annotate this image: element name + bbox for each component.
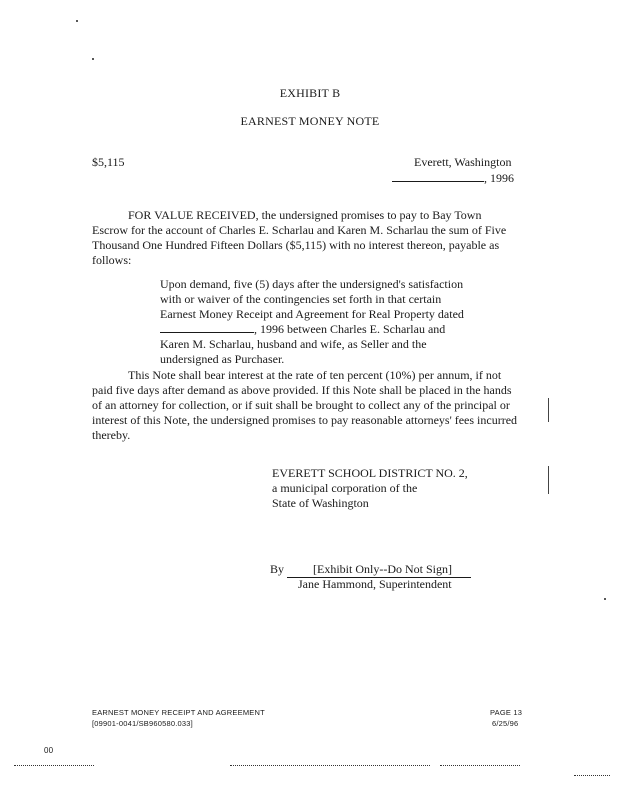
note-date-year: , 1996	[484, 171, 514, 185]
scan-mark	[548, 466, 549, 494]
scan-mark	[548, 398, 549, 422]
body-paragraph-2: This Note shall bear interest at the rate of ten percent (10%) per annum, if not paid five days after demand as above provided. If this Note shall be placed in the hands of an attorney for collection, or if suit shall be brought to collect any of the principal or interest of this Note, the undersigned promises to pay reasonable attorneys' fees incurred thereby.	[92, 368, 518, 442]
indent-line-3: Earnest Money Receipt and Agreement for Real Property dated	[160, 307, 464, 321]
scan-speck	[92, 58, 94, 60]
date-blank	[392, 171, 484, 182]
signatory-org-line-2: a municipal corporation of the	[272, 481, 418, 495]
exhibit-heading: EXHIBIT B	[279, 86, 341, 100]
signature-line	[270, 562, 471, 578]
signatory-org-line-1: EVERETT SCHOOL DISTRICT NO. 2,	[272, 466, 468, 480]
note-amount: $5,115	[92, 155, 125, 169]
scan-dash	[574, 775, 610, 776]
signer-name: Jane Hammond, Superintendent	[298, 577, 452, 591]
agreement-date-blank	[160, 322, 254, 333]
scan-speck	[604, 598, 606, 600]
indent-line-4	[160, 322, 445, 337]
footer-doc-title: EARNEST MONEY RECEIPT AND AGREEMENT	[92, 708, 265, 717]
note-title: EARNEST MONEY NOTE	[240, 114, 380, 128]
indent-line-6: undersigned as Purchaser.	[160, 352, 285, 366]
signatory-org-line-3: State of Washington	[272, 496, 369, 510]
body-paragraph-1: FOR VALUE RECEIVED, the undersigned promises to pay to Bay Town Escrow for the account of Charles E. Scharlau and Karen M. Scharlau the sum of Five Thousand One Hundred Fifteen Dollars ($5,115) with no interest thereon, payable as follows:	[92, 208, 507, 267]
signature-placeholder: [Exhibit Only--Do Not Sign]	[287, 562, 471, 578]
indent-line-4-text: , 1996 between Charles E. Scharlau and	[254, 322, 446, 336]
scan-dash	[14, 765, 94, 766]
indent-line-1: Upon demand, five (5) days after the undersigned's satisfaction	[160, 277, 464, 291]
footer-page-number: PAGE 13	[490, 708, 523, 717]
scan-dash	[230, 765, 430, 766]
footer-date: 6/25/96	[492, 719, 519, 728]
by-label: By	[270, 562, 285, 576]
note-place: Everett, Washington	[414, 155, 512, 169]
scan-dash	[440, 765, 520, 766]
scan-speck	[76, 20, 78, 22]
note-date	[392, 171, 514, 186]
footer-doc-code: [09901-0041/SB960580.033]	[92, 719, 193, 728]
scan-stamp: 00	[44, 746, 54, 755]
indent-line-5: Karen M. Scharlau, husband and wife, as Seller and the	[160, 337, 427, 351]
indent-line-2: with or waiver of the contingencies set forth in that certain	[160, 292, 442, 306]
